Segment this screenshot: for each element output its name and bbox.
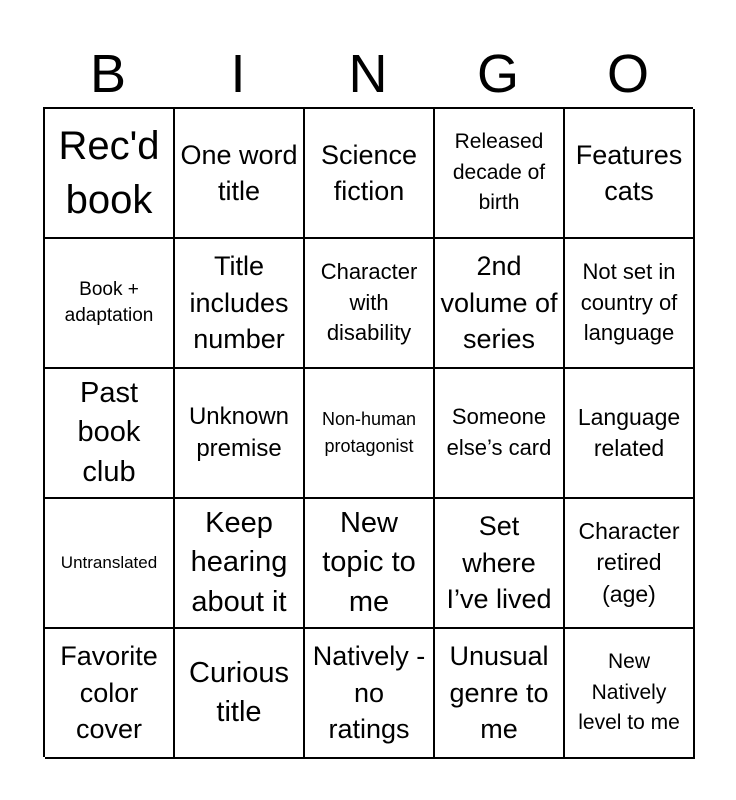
cell-label: Released decade of birth [452, 130, 546, 215]
bingo-cell[interactable] [175, 369, 305, 499]
bingo-cell[interactable] [45, 629, 175, 759]
cell-label: Unknown premise [188, 402, 290, 462]
cell-label: Someone else’s card [446, 404, 552, 460]
bingo-cell[interactable] [305, 629, 435, 759]
cell-label: New Natively level to me [578, 650, 680, 735]
cell-label: Rec'd book [58, 124, 160, 222]
bingo-cell[interactable] [565, 369, 695, 499]
bingo-cell[interactable] [305, 369, 435, 499]
bingo-cell[interactable] [45, 239, 175, 369]
cell-label: Science fiction [320, 139, 418, 206]
bingo-cell[interactable] [175, 239, 305, 369]
bingo-cell[interactable] [565, 499, 695, 629]
cell-label: Curious title [189, 656, 289, 728]
cell-label: One word title [180, 139, 298, 206]
bingo-cell[interactable] [175, 499, 305, 629]
cell-label: Favorite color cover [60, 641, 158, 745]
cell-label: Not set in country of language [580, 258, 678, 346]
cell-label: Natively - no ratings [312, 641, 426, 745]
cell-label: Language related [577, 403, 681, 461]
header-letter-g: G [476, 44, 519, 104]
cell-label: Keep hearing about it [190, 507, 288, 618]
cell-label: Past book club [77, 377, 141, 488]
bingo-cell[interactable] [305, 499, 435, 629]
cell-label: Character retired (age) [578, 518, 680, 607]
cell-label: 2nd volume of series [440, 251, 558, 355]
bingo-cell[interactable] [435, 629, 565, 759]
bingo-cell[interactable] [435, 109, 565, 239]
cell-label: Character with disability [320, 258, 418, 346]
bingo-cell[interactable] [435, 369, 565, 499]
cell-label: Non-human protagonist [321, 409, 417, 456]
bingo-cell[interactable] [435, 499, 565, 629]
cell-label: Book + adaptation [64, 279, 154, 326]
bingo-cell[interactable] [565, 239, 695, 369]
bingo-cell[interactable] [565, 629, 695, 759]
bingo-board [43, 107, 693, 757]
header-letter-n: N [348, 44, 388, 104]
cell-label: Set where I’ve lived [446, 511, 552, 615]
header-letter-i: I [230, 44, 246, 104]
bingo-cell[interactable] [565, 109, 695, 239]
cell-label: Title includes number [189, 251, 289, 355]
bingo-cell[interactable] [175, 109, 305, 239]
cell-label: Features cats [575, 139, 683, 206]
bingo-cell[interactable] [305, 239, 435, 369]
bingo-cell[interactable] [45, 109, 175, 239]
bingo-cell[interactable] [305, 109, 435, 239]
bingo-cell[interactable] [175, 629, 305, 759]
cell-label: Unusual genre to me [449, 641, 549, 745]
bingo-cell[interactable] [45, 499, 175, 629]
bingo-cell[interactable] [45, 369, 175, 499]
header-letter-o: O [606, 44, 649, 104]
header-letter-b: B [89, 44, 127, 104]
bingo-cell[interactable] [435, 239, 565, 369]
cell-label: New topic to me [322, 507, 416, 618]
cell-label: Untranslated [60, 552, 158, 572]
bingo-header [43, 40, 693, 108]
